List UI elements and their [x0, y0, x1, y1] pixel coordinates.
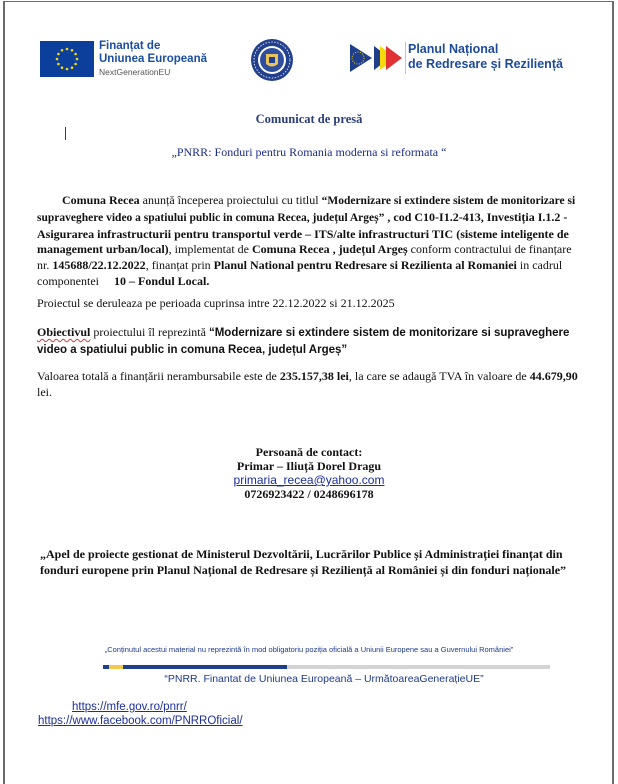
project-code: , cod C10-I1.2-413, Investiția I.1.2 - Asigurarea infrastructurii pentru transportul verde – ITS/alte infrastructuri TIC (sisteme inteligente de management urban/local)	[37, 209, 569, 257]
eu-logo-line1: Finanțat de	[99, 40, 161, 52]
pnrr-logo-text	[408, 42, 563, 72]
intro-text: , finanțat prin	[145, 258, 214, 273]
objective-text: proiectului îl reprezintă	[90, 325, 209, 339]
pnrr-logo-line2: de Redresare și Reziliență	[408, 57, 563, 71]
funding-text: Valoarea totală a finanțării nerambursabile este de	[37, 369, 280, 383]
objective-label: Obiectivul	[37, 325, 91, 339]
funding-amount: 235.157,38 lei	[279, 369, 349, 383]
objective-paragraph	[37, 325, 582, 359]
implementer: Comuna Recea , județul Argeș	[251, 242, 408, 257]
pnrr-logo-icon	[350, 42, 410, 74]
contact-email-link[interactable]: primaria_recea@yahoo.com	[233, 473, 385, 487]
government-seal-icon	[250, 38, 294, 82]
eu-logo-line3: NextGenerationEU	[99, 67, 171, 77]
program-name: Planul National pentru Redresare si Rezilienta al Romaniei	[213, 258, 517, 273]
footer-bar-grey	[287, 665, 550, 669]
pnrr-logo-line1: Planul Național	[408, 42, 499, 56]
funding-call-statement: „Apel de proiecte gestionat de Ministerul Dezvoltării, Lucrărilor Publice și Administrației finanțat din fonduri europene prin Planul Național de Redresare și Reziliență al României și din fonduri naționale”	[40, 547, 567, 577]
vat-amount: 44.679,90	[529, 369, 578, 383]
contact-block	[0, 445, 618, 501]
contact-phones: 0726923422 / 0248696178	[244, 487, 374, 501]
contact-name: Primar – Iliuță Dorel Dragu	[236, 459, 382, 473]
pnrr-logo-divider	[405, 42, 406, 74]
page-title: Comunicat de presă	[255, 112, 363, 126]
intro-text: in cadrul componentei	[37, 258, 563, 288]
intro-text: conform contractului de finanțare nr.	[37, 242, 572, 273]
facebook-link[interactable]: https://www.facebook.com/PNRROficial/	[38, 715, 243, 727]
project-period: Proiectul se deruleaza pe perioada cuprinsa intre 22.12.2022 si 21.12.2025	[37, 296, 395, 310]
component-name: 10 – Fondul Local.	[113, 273, 210, 288]
eu-flag-icon	[40, 41, 94, 77]
intro-text: , implementat de	[168, 242, 252, 257]
intro-entity: Comuna Recea	[62, 193, 140, 207]
intro-paragraph	[37, 193, 582, 290]
footer-bar-yellow	[109, 665, 123, 669]
eu-logo-line2: Uniunea Europeană	[99, 53, 207, 65]
eu-funding-logo-text	[99, 40, 207, 79]
funding-value-paragraph	[37, 369, 582, 401]
funding-text: , la care se adaugă TVA în valoare de	[348, 369, 530, 383]
text-cursor	[65, 127, 66, 140]
footer-bar-blue	[123, 665, 287, 669]
project-title: “Modernizare si extindere sistem de monitorizare si supraveghere video a spatiului public in comuna Recea, județul Argeș”	[37, 195, 576, 224]
mfe-link[interactable]: https://mfe.gov.ro/pnrr/	[72, 701, 187, 713]
footer-tagline: “PNRR. Finantat de Uniunea Europeană – UrmătoareaGenerațieUE”	[164, 673, 484, 685]
intro-text: anunță începerea proiectului cu titlul	[139, 193, 322, 207]
contract-number: 145688/22.12.2022	[52, 258, 146, 273]
disclaimer-text: „Conținutul acestui material nu reprezintă în mod obligatoriu poziția oficială a Uniunii Europene sau a Guvernului României”	[104, 645, 514, 654]
page-subtitle: „PNRR: Fonduri pentru Romania moderna si reformata “	[171, 145, 447, 159]
objective-value: “Modernizare si extindere sistem de monitorizare si supraveghere video a spatiului public in comuna Recea, județul Argeș”	[37, 327, 570, 356]
funding-text: lei.	[37, 384, 52, 399]
contact-heading: Persoană de contact:	[255, 445, 363, 459]
